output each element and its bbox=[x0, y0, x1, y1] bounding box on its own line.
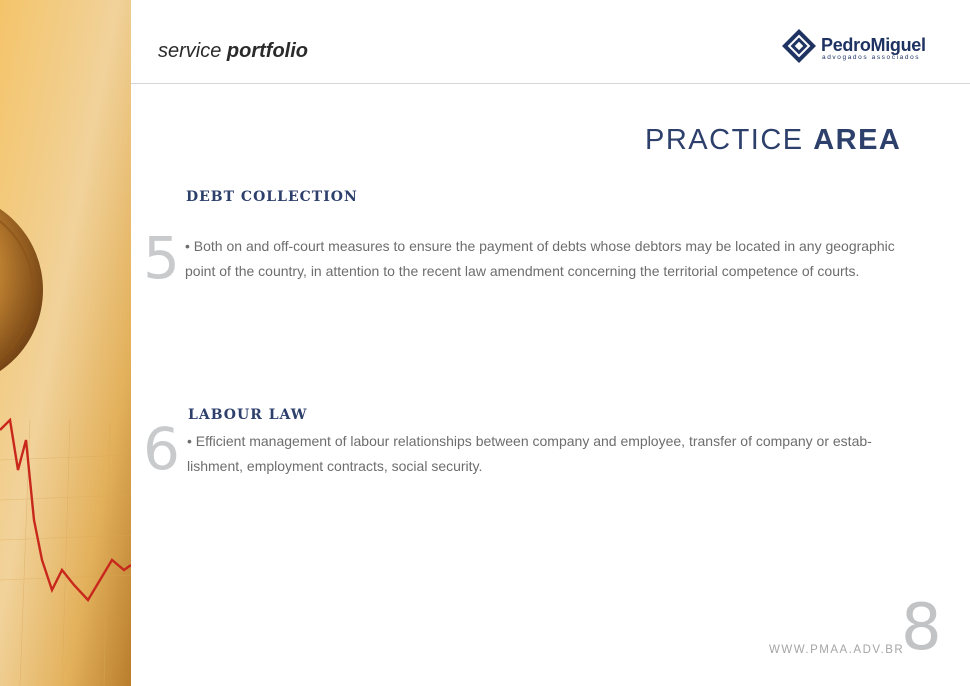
logo-diamond-icon bbox=[781, 28, 817, 64]
page-title bbox=[158, 40, 308, 63]
decorative-photo bbox=[0, 0, 131, 686]
header-divider bbox=[131, 83, 970, 84]
company-logo bbox=[781, 28, 941, 66]
item-number: 5 bbox=[143, 224, 180, 292]
item-text: • Both on and off-court measures to ensure the payment of debts whose debtors may be located in any geographic point of the country, in attention to the recent law amendment concerning the territorial competence of courts. bbox=[185, 238, 895, 279]
logo-subtitle: advogados associados bbox=[822, 54, 921, 61]
item-number: 6 bbox=[143, 415, 180, 483]
page-title-light: service bbox=[158, 40, 222, 62]
section-heading-light: PRACTICE bbox=[645, 124, 804, 156]
logo-name: PedroMiguel bbox=[821, 35, 926, 55]
item-title: LABOUR LAW bbox=[188, 407, 308, 423]
page-number: 8 bbox=[901, 591, 942, 665]
item-text: • Efficient management of labour relationships between company and employee, transfer of company or estab-lishment, employment contracts, social security. bbox=[187, 433, 872, 474]
page-title-bold: portfolio bbox=[226, 40, 309, 62]
footer-url: WWW.PMAA.ADV.BR bbox=[769, 644, 905, 656]
item-title: DEBT COLLECTION bbox=[186, 189, 358, 205]
section-heading bbox=[645, 124, 901, 157]
section-heading-bold: AREA bbox=[813, 124, 902, 156]
